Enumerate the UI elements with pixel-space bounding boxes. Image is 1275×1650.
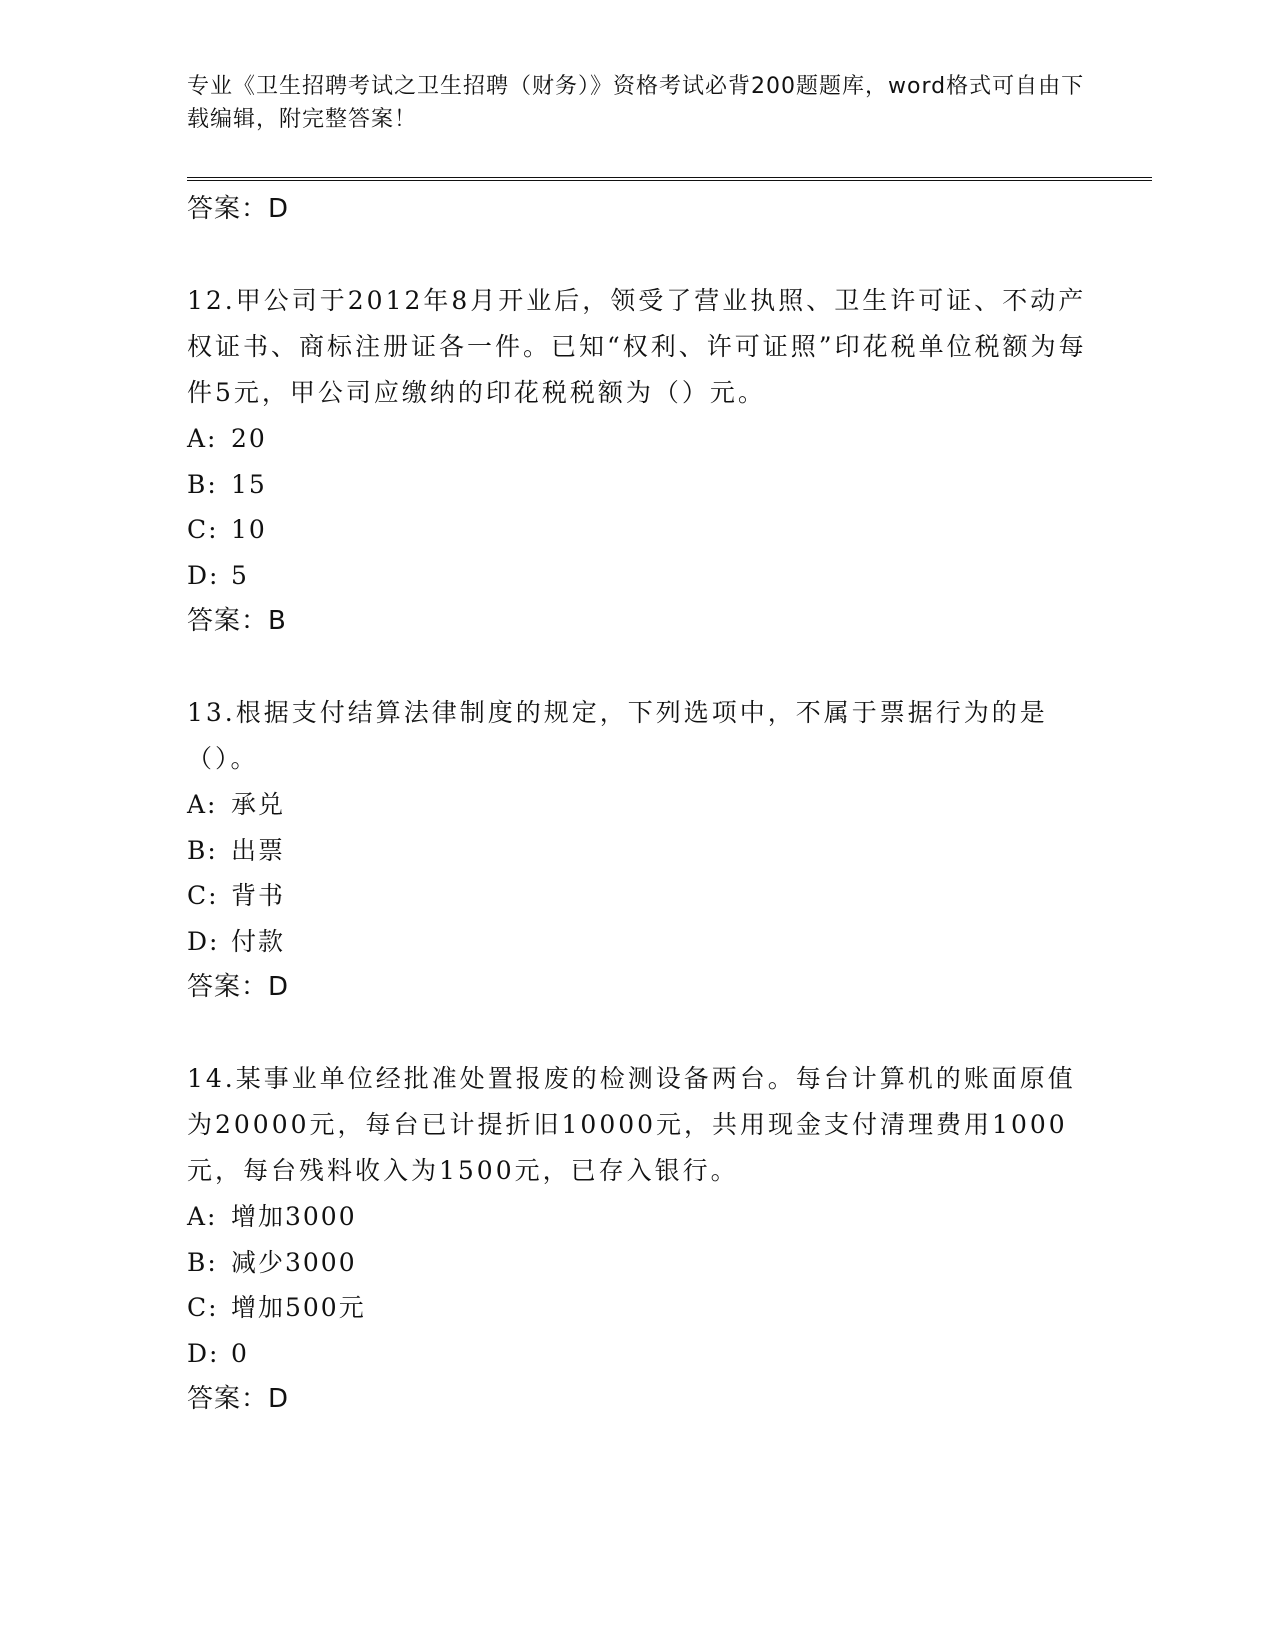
option-letter: C: — [187, 515, 219, 544]
option-letter: D: — [187, 1338, 220, 1368]
option-text: 减少3000 — [231, 1247, 357, 1277]
option-text: 出票 — [231, 835, 286, 865]
option-line — [187, 462, 1087, 508]
document-body — [187, 186, 1087, 1422]
option-line — [187, 873, 1087, 919]
option-text: 10 — [231, 515, 267, 544]
option-line — [187, 919, 1087, 965]
option-line — [187, 553, 1087, 599]
header-text: 专业《卫生招聘考试之卫生招聘（财务）》资格考试必背200题题库，word格式可自由下载编辑，附完整答案！ — [187, 74, 1085, 132]
option-line — [187, 1285, 1087, 1331]
option-text: 付款 — [231, 926, 286, 956]
answer-line: 答案：D — [187, 194, 290, 224]
option-letter: A: — [187, 790, 218, 819]
option-text: 15 — [231, 469, 267, 499]
question-block — [187, 278, 1087, 644]
option-text: 0 — [231, 1338, 249, 1368]
option-letter: D: — [187, 926, 220, 956]
option-line — [187, 1331, 1087, 1377]
option-line — [187, 507, 1087, 553]
option-text: 5 — [231, 560, 249, 590]
question-block — [187, 1056, 1087, 1422]
option-text: 增加3000 — [231, 1202, 357, 1231]
answer-line: 答案：D — [187, 972, 290, 1002]
option-line — [187, 828, 1087, 874]
option-text: 背书 — [231, 881, 286, 910]
option-text: 增加500元 — [231, 1293, 366, 1322]
option-letter: C: — [187, 1293, 219, 1322]
header-divider — [187, 177, 1152, 181]
option-text: 承兑 — [231, 790, 286, 819]
option-line — [187, 416, 1087, 462]
option-line — [187, 782, 1087, 828]
option-letter: C: — [187, 881, 219, 910]
option-letter: D: — [187, 560, 220, 590]
option-letter: A: — [187, 424, 218, 453]
question-stem: 12.甲公司于2012年8月开业后，领受了营业执照、卫生许可证、不动产权证书、商标注册证各一件。已知“权利、许可证照”印花税单位税额为每件5元，甲公司应缴纳的印花税税额为（）元。 — [187, 286, 1087, 407]
answer-line: 答案：D — [187, 1384, 290, 1414]
question-stem: 13.根据支付结算法律制度的规定，下列选项中，不属于票据行为的是（）。 — [187, 698, 1048, 773]
document-header — [187, 70, 1087, 136]
option-line — [187, 1194, 1087, 1240]
option-letter: B: — [187, 835, 218, 865]
answer-line: 答案：B — [187, 606, 287, 636]
option-letter: B: — [187, 1247, 218, 1277]
question-stem: 14.某事业单位经批准处置报废的检测设备两台。每台计算机的账面原值为20000元，每台已计提折旧10000元，共用现金支付清理费用1000元，每台残料收入为1500元，已存入银行。 — [187, 1064, 1076, 1185]
option-line — [187, 1240, 1087, 1286]
option-letter: B: — [187, 469, 218, 499]
question-block — [187, 690, 1087, 1010]
option-text: 20 — [231, 424, 267, 453]
option-letter: A: — [187, 1202, 218, 1231]
